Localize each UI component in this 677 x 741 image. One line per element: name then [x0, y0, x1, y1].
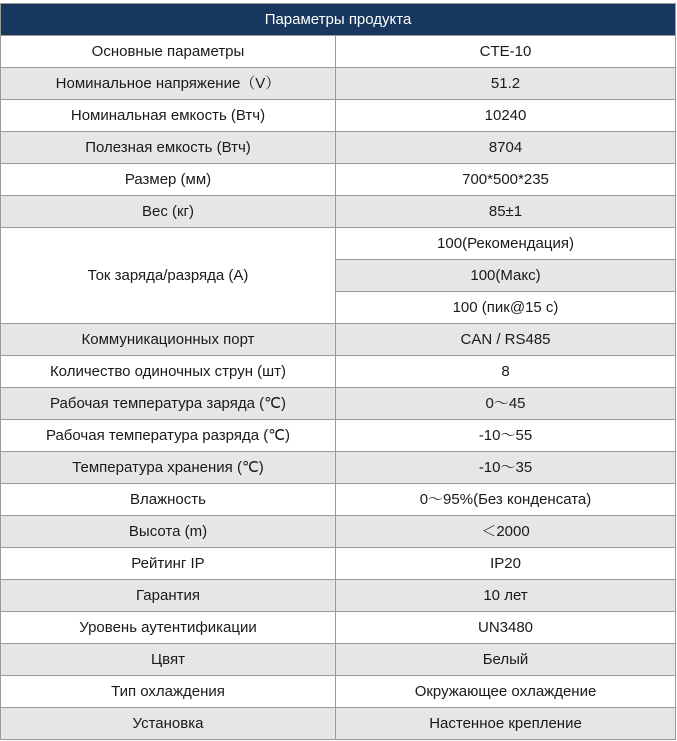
row-value: 8: [336, 356, 676, 388]
row-label: Полезная емкость (Втч): [1, 132, 336, 164]
table-row: [1, 644, 676, 676]
row-label: Высота (m): [1, 516, 336, 548]
spec-table: [0, 3, 676, 740]
row-label: Тип охлаждения: [1, 676, 336, 708]
table-row: [1, 132, 676, 164]
row-value: 10240: [336, 100, 676, 132]
table-row: [1, 100, 676, 132]
row-label: Гарантия: [1, 580, 336, 612]
table-row: [1, 484, 676, 516]
table-row: [1, 612, 676, 644]
row-value: Окружающее охлаждение: [336, 676, 676, 708]
table-row: [1, 68, 676, 100]
row-value: UN3480: [336, 612, 676, 644]
row-label: Основные параметры: [1, 36, 336, 68]
row-value: Настенное крепление: [336, 708, 676, 740]
current-label: Ток заряда/разряда (A): [1, 228, 336, 324]
table-row-current: [1, 228, 676, 260]
row-value: IP20: [336, 548, 676, 580]
table-row: [1, 356, 676, 388]
row-label: Номинальная емкость (Втч): [1, 100, 336, 132]
row-value: 10 лет: [336, 580, 676, 612]
row-label: Влажность: [1, 484, 336, 516]
table-row: [1, 452, 676, 484]
row-label: Установка: [1, 708, 336, 740]
row-label: Уровень аутентификации: [1, 612, 336, 644]
row-label: Коммуникационных порт: [1, 324, 336, 356]
table-row: [1, 548, 676, 580]
table-header-row: [1, 4, 676, 36]
row-label: Цвят: [1, 644, 336, 676]
table-row: [1, 516, 676, 548]
row-label: Размер (мм): [1, 164, 336, 196]
row-value: -10～55: [336, 420, 676, 452]
row-value: 8704: [336, 132, 676, 164]
row-value: 700*500*235: [336, 164, 676, 196]
row-label: Количество одиночных струн (шт): [1, 356, 336, 388]
table-row: [1, 36, 676, 68]
row-label: Вес (кг): [1, 196, 336, 228]
row-label: Рейтинг IP: [1, 548, 336, 580]
table-row: [1, 388, 676, 420]
row-value: Белый: [336, 644, 676, 676]
table-row: [1, 196, 676, 228]
current-value-recommended: 100(Рекомендация): [336, 228, 676, 260]
table-row: [1, 708, 676, 740]
row-value: ＜2000: [336, 516, 676, 548]
row-value: CAN / RS485: [336, 324, 676, 356]
row-value: CTE-10: [336, 36, 676, 68]
row-label: Температура хранения (℃): [1, 452, 336, 484]
table-row: [1, 324, 676, 356]
row-value: 0～45: [336, 388, 676, 420]
table-row: [1, 676, 676, 708]
table-row: [1, 164, 676, 196]
row-label: Рабочая температура заряда (℃): [1, 388, 336, 420]
row-value: 0～95%(Без конденсата): [336, 484, 676, 516]
current-value-max: 100(Макс): [336, 260, 676, 292]
current-value-peak: 100 (пик@15 с): [336, 292, 676, 324]
row-label: Номинальное напряжение（V）: [1, 68, 336, 100]
table-row: [1, 420, 676, 452]
row-label: Рабочая температура разряда (℃): [1, 420, 336, 452]
row-value: 51.2: [336, 68, 676, 100]
table-row: [1, 580, 676, 612]
row-value: -10～35: [336, 452, 676, 484]
table-title: Параметры продукта: [1, 4, 676, 36]
row-value: 85±1: [336, 196, 676, 228]
